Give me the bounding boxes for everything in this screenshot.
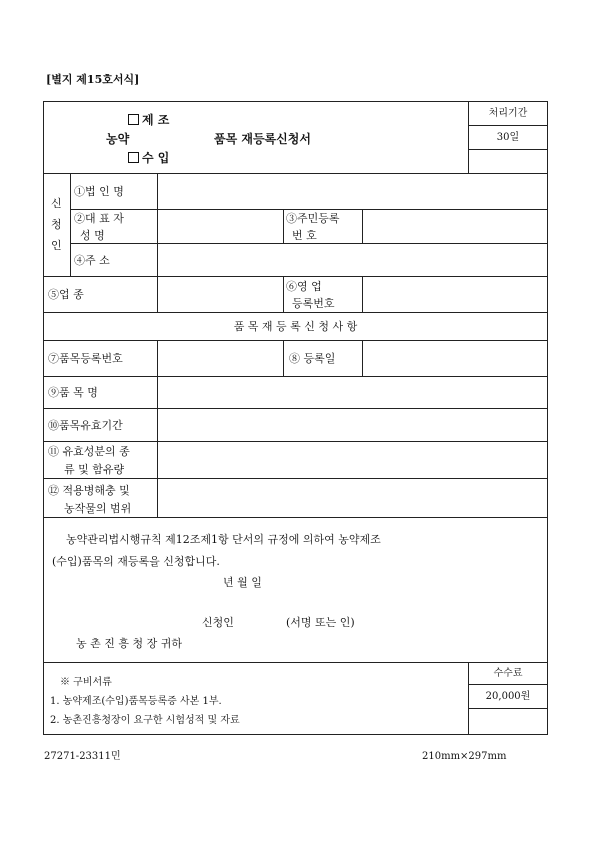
- biz-reg-field[interactable]: [363, 277, 547, 311]
- divider: [70, 173, 71, 276]
- divider: [468, 684, 548, 685]
- form-code: [별지 제15호서식]: [46, 73, 140, 86]
- document-item-1: 1. 농약제조(수입)품목등록증 사본 1부.: [50, 696, 222, 707]
- corp-name-label: ①법 인 명: [74, 185, 124, 198]
- biz-reg-label-2: 등록번호: [292, 297, 335, 310]
- item-name-field[interactable]: [158, 377, 547, 407]
- declaration-date: 년 월 일: [223, 576, 262, 589]
- scope-label-1: ⑫ 적용병해충 및: [48, 484, 130, 497]
- document-item-2: 2. 농촌진흥청장이 요구한 시험성적 및 자료: [50, 715, 240, 726]
- applicant-label-3: 인: [51, 239, 62, 252]
- divider: [283, 276, 284, 312]
- processing-value: 30일: [496, 132, 520, 143]
- sign-or-seal: (서명 또는 인): [286, 616, 355, 629]
- resident-no-label-1: ③주민등록: [286, 212, 340, 225]
- checkbox-import-label: 수 입: [142, 151, 170, 165]
- divider: [468, 125, 548, 126]
- item-name-label: ⑨품 목 명: [48, 386, 98, 399]
- divider: [43, 312, 548, 313]
- checkbox-icon: [128, 152, 139, 163]
- documents-header: ※ 구비서류: [60, 677, 112, 688]
- checkbox-icon: [128, 114, 139, 125]
- address-field[interactable]: [158, 244, 547, 275]
- section-header: 품 목 재 등 록 신 청 사 항: [233, 320, 358, 333]
- rep-name-label-1: ②대 표 자: [74, 212, 124, 225]
- reg-no-label: ⑦품목등록번호: [48, 352, 123, 365]
- declaration-line-1: 농약관리법시행규칙 제12조제1항 단서의 규정에 의하여 농약제조: [66, 533, 381, 546]
- validity-field[interactable]: [158, 409, 547, 440]
- fee-label: 수수료: [493, 668, 523, 679]
- address-label: ④주 소: [74, 254, 110, 267]
- divider: [283, 340, 284, 376]
- checkbox-manufacture[interactable]: [128, 114, 169, 127]
- checkbox-import[interactable]: [128, 152, 169, 165]
- recipient: 농 촌 진 흥 청 장 귀하: [76, 637, 182, 650]
- business-type-label: ⑤업 종: [48, 288, 84, 301]
- biz-reg-label-1: ⑥영 업: [286, 280, 322, 293]
- divider: [468, 149, 548, 150]
- checkbox-manufacture-label: 제 조: [142, 113, 170, 127]
- divider: [283, 209, 284, 243]
- page-title: 품목 재등록신청서: [214, 132, 311, 146]
- resident-no-field[interactable]: [363, 210, 547, 242]
- corp-name-field[interactable]: [158, 174, 547, 208]
- title-prefix: 농약: [106, 132, 130, 146]
- reg-date-field[interactable]: [363, 341, 547, 375]
- ingredients-field[interactable]: [158, 442, 547, 477]
- footer-code: 27271-23311민: [44, 751, 121, 762]
- fee-value: 20,000원: [485, 691, 531, 702]
- reg-no-field[interactable]: [158, 341, 282, 375]
- footer-size: 210mm×297mm: [422, 751, 507, 762]
- divider: [43, 517, 548, 518]
- processing-label: 처리기간: [488, 108, 528, 119]
- resident-no-label-2: 번 호: [292, 229, 317, 242]
- scope-field[interactable]: [158, 479, 547, 516]
- rep-name-field[interactable]: [158, 210, 282, 242]
- reg-date-label: ⑧ 등록일: [289, 352, 336, 365]
- divider: [43, 662, 548, 663]
- rep-name-label-2: 성 명: [80, 229, 105, 242]
- ingredients-label-1: ⑪ 유효성분의 종: [48, 445, 130, 458]
- divider: [468, 708, 548, 709]
- business-type-field[interactable]: [158, 277, 282, 311]
- applicant-sign-label: 신청인: [202, 616, 234, 629]
- declaration-line-2: (수입)품목의 재등록을 신청합니다.: [52, 555, 220, 568]
- ingredients-label-2: 류 및 함유량: [64, 463, 125, 476]
- scope-label-2: 농작물의 범위: [64, 502, 132, 515]
- validity-label: ⑩품목유효기간: [48, 419, 123, 432]
- applicant-label-1: 신: [51, 197, 62, 210]
- applicant-label-2: 청: [51, 218, 62, 231]
